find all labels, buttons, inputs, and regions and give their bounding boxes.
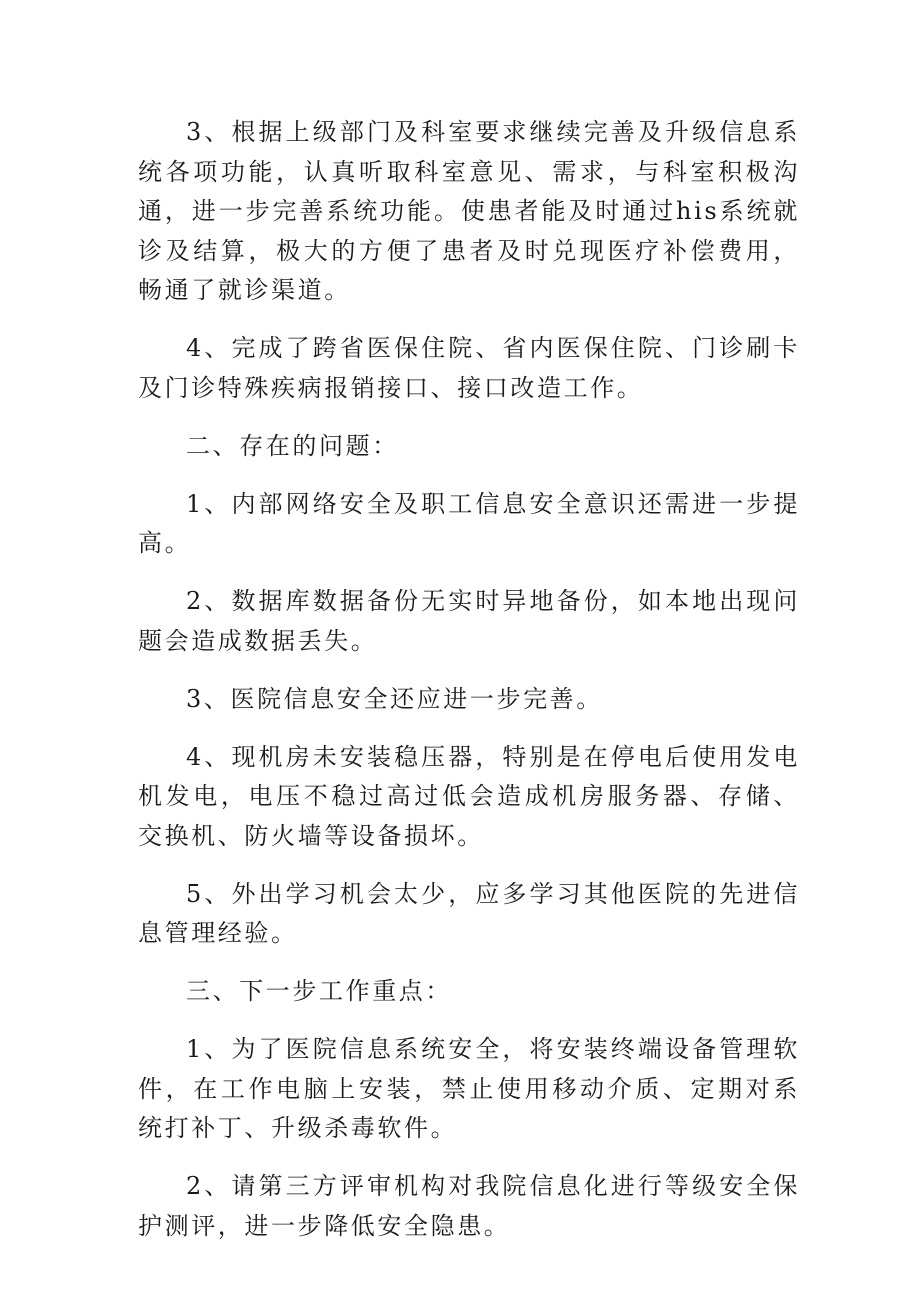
next-step-item-1: 1、为了医院信息系统安全，将安装终端设备管理软件，在工作电脑上安装，禁止使用移动介质、定期对系统打补丁、升级杀毒软件。 bbox=[138, 1035, 800, 1142]
section-heading-problems: 二、存在的问题： bbox=[186, 431, 399, 460]
problem-item-4: 4、现机房未安装稳压器，特别是在停电后使用发电机发电，电压不稳过高过低会造成机房服务器、存储、交换机、防火墙等设备损坏。 bbox=[138, 742, 800, 850]
problem-item-2: 2、数据库数据备份无实时异地备份，如本地出现问题会造成数据丢失。 bbox=[138, 587, 800, 655]
section-heading-next-steps: 三、下一步工作重点： bbox=[186, 977, 452, 1005]
problem-item-5: 5、外出学习机会太少，应多学习其他医院的先进信息管理经验。 bbox=[138, 879, 800, 947]
document-body bbox=[138, 113, 800, 1265]
paragraph-item-3-system-upgrade: 3、根据上级部门及科室要求继续完善及升级信息系统各项功能，认真听取科室意见、需求，与科室积极沟通，进一步完善系统功能。使患者能及时通过his系统就诊及结算，极大的方便了患者及时兑现医疗补偿费用，畅通了就诊渠道。 bbox=[138, 118, 800, 304]
paragraph-item-4-insurance-interface: 4、完成了跨省医保住院、省内医保住院、门诊刷卡及门诊特殊疾病报销接口、接口改造工作。 bbox=[138, 334, 800, 402]
problem-item-3: 3、医院信息安全还应进一步完善。 bbox=[186, 684, 603, 713]
problem-item-1: 1、内部网络安全及职工信息安全意识还需进一步提高。 bbox=[138, 489, 800, 557]
next-step-item-2: 2、请第三方评审机构对我院信息化进行等级安全保护测评，进一步降低安全隐患。 bbox=[138, 1172, 800, 1240]
